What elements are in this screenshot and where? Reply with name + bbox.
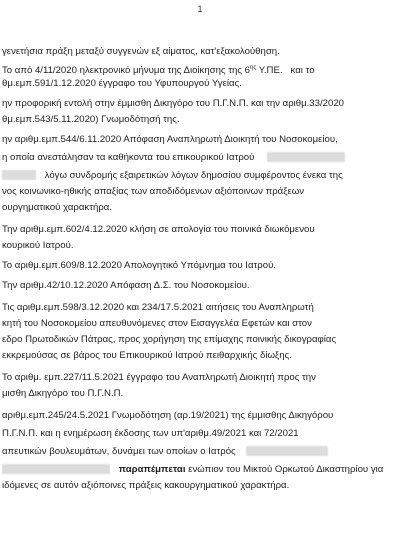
text-line: Το αριθμ.εμπ.609/8.12.2020 Απολογητικό Υπόμνημα του Ιατρού. xyxy=(2,260,276,271)
text-line: Το από 4/11/2020 ηλεκτρονικό μήνυμα της Διοίκησης της $6^{\eta\varsigma}$ Υ.ΠΕ. και το xyxy=(2,65,315,77)
redacted-name xyxy=(2,170,36,180)
text-line: κουρικού Ιατρού. xyxy=(2,240,74,251)
text-line: Π.Γ.Ν.Π. και η ενημέρωση έκδοσης των υπ'αριθμ.49/2021 και 72/2021 xyxy=(2,428,299,439)
redacted-name xyxy=(267,152,345,162)
text-fragment: ενώπιον του Μικτού Ορκωτού Δικαστηρίου για xyxy=(188,464,384,475)
text-line: θμ.εμπ.591/1.12.2020 έγγραφο του Υφυπουργού Υγείας. xyxy=(2,78,242,89)
text-line: αριθμ.εμπ.245/24.5.2021 Γνωμοδότηση (αρ.19/2021) της έμμισθης Δικηγόρου xyxy=(2,410,334,421)
text-line: ουργηματικού χαρακτήρα. xyxy=(2,202,113,213)
text-line: ην αριθμ.εμπ.544/6.11.2020 Απόφαση Αναπληρωτή Διοικητή του Νοσοκομείου, xyxy=(2,134,338,145)
text-fragment: Υ.ΠΕ. και το xyxy=(256,65,315,77)
text-fragment: απευτικών βουλευμάτων, δυνάμει των οποίων ο Ιατρός xyxy=(2,446,236,457)
text-line: θμ.εμπ.543/5.11.2020) Γνωμοδότησή της. xyxy=(2,114,180,125)
text-line: Τις αριθμ.εμπ.598/3.12.2020 και 234/17.5.2021 αιτήσεις του Αναπληρωτή xyxy=(2,302,314,313)
text-line xyxy=(2,464,400,476)
text-line: ην προφορική εντολή στην έμμισθη Δικηγόρο του Π.Γ.Ν.Π. και την αριθμ.33/2020 xyxy=(2,98,344,109)
text-fragment: λόγω συνδρομής εξαιρετικών λόγων δημοσίου συμφέροντος ένεκα της xyxy=(44,170,343,181)
text-line: ιδόμενες σε αυτόν αξιόποινες πράξεις κακουργηματικού χαρακτήρα. xyxy=(2,480,290,491)
text-line: νος κοινωνικο-ηθικής απαξίας των αποδιδόμενων αξιόποινων πράξεων xyxy=(2,186,305,197)
text-line xyxy=(2,170,400,182)
text-line: εκκρεμούσας σε βάρος του Επικουρικού Ιατρού πειθαρχικής δίωξης. xyxy=(2,350,292,361)
text-line: Την αριθμ.εμπ.602/4.12.2020 κλήση σε απολογία του ποινικά διωκόμενου xyxy=(2,224,315,235)
text-line: εδρο Πρωτοδικών Πάτρας, προς χορήγηση της επίμαχης ποινικής δικογραφίας xyxy=(2,334,337,345)
text-fragment: η οποία ανεστάλησαν τα καθήκοντα του επικουρικού Ιατρού xyxy=(2,152,255,163)
text-line: γενετήσια πράξη μεταξύ συγγενών εξ αίματος, κατ'εξακολούθηση. xyxy=(2,46,280,57)
redacted-name xyxy=(246,446,328,456)
page-number: 1 xyxy=(197,4,203,14)
text-line xyxy=(2,446,400,458)
text-line: Την αριθμ.42/10.12.2020 Απόφαση Δ.Σ. του Νοσοκομείου. xyxy=(2,280,250,291)
referral-bold: παραπέμπεται xyxy=(118,464,186,475)
text-line xyxy=(2,152,400,164)
text-line: κητή του Νοσοκομείου απευθυνόμενες στον Εισαγγελέα Εφετών και στον xyxy=(2,318,312,329)
text-line: μισθη Δικηγόρο του Π.Γ.Ν.Π. xyxy=(2,388,124,399)
redacted-name xyxy=(2,464,110,474)
text-line: Το αριθμ. εμπ.227/11.5.2021 έγγραφο του Αναπληρωτή Διοικητή προς την xyxy=(2,372,316,383)
text-fragment: Το από 4/11/2020 ηλεκτρονικό μήνυμα της Διοίκησης της 6 xyxy=(2,65,250,77)
